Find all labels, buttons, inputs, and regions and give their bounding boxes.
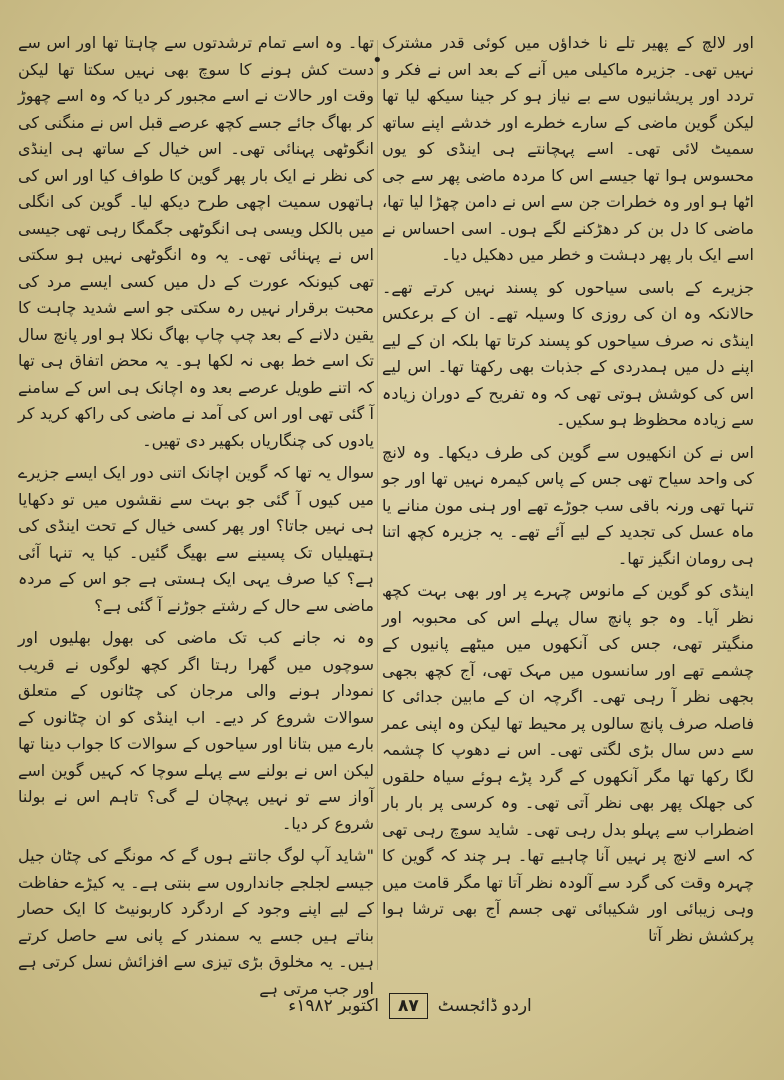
right-paragraph-4: اینڈی کو گوین کے مانوس چہرے پر اور بھی بہت کچھ نظر آیا۔ وہ جو پانچ سال پہلے اس کی محبوبہ اور منگیتر تھی، جس کی آنکھوں میں میٹھے پانیوں کے چشمے تھے اور سانسوں میں مہک تھی، آج کچھ بجھی بجھی نظر آ رہی تھی۔ اگرچہ ان کے مابین جدائی کا فاصلہ صرف پانچ سالوں پر محیط تھا لیکن وہ اپنی عمر سے دس سال بڑی لگتی تھی۔ اس نے دھوپ کا چشمہ لگا رکھا تھا مگر آنکھوں کے گرد پڑے ہوئے سیاہ حلقوں کی جھلک پھر بھی نظر آتی تھی۔ وہ کرسی پر بار بار اضطراب سے پہلو بدل رہی تھی۔ شاید سوچ رہی تھی کہ اسے لانچ پر نہیں آنا چاہیے تھا۔ ہر چند کہ گوین کا چہرہ وقت کی گرد سے آلودہ نظر آتا تھا مگر قامت میں وہی زیبائی اور شکیبائی تھی جسم آج بھی ترشا ہوا پرکشش نظر آتا bbox=[382, 581, 754, 945]
issue-date: اکتوبر ۱۹۸۲ء bbox=[288, 996, 380, 1016]
page-number: ۸۷ bbox=[389, 993, 428, 1019]
column-divider bbox=[377, 40, 378, 970]
left-paragraph-4: "شاید آپ لوگ جانتے ہوں گے کہ مونگے کی چٹان جیل جیسے لجلجے جانداروں سے بنتی ہے۔ یہ کیڑے حفاظت کے لیے اپنے وجود کے اردگرد کاربونیٹ کا ایک حصار بناتے ہیں جسے یہ سمندر کے پانی سے حاصل کرتے ہیں۔ یہ مخلوق بڑی تیزی سے افزائش نسل کرتی ہے اور جب مرتی ہے bbox=[18, 846, 374, 998]
right-paragraph-1: اور لالچ کے پھیر تلے نا خداؤں میں کوئی قدر مشترک نہیں تھی۔ جزیرہ ماکیلی میں آنے کے بعد اس نے فکر و تردد اور پریشانیوں سے بے نیاز ہو کر جینا سیکھ لیا تھا لیکن گوین ماضی کے سارے خطرے اور خدشے اپنے ساتھ سمیٹ لائی تھی۔ اسے پہچانتے ہی اینڈی کو یوں محسوس ہوا تھا جیسے اس کا مردہ ماضی پھر سے جی اٹھا ہو اور وہ خطرات جن سے اس نے دامن چھڑا لیا تھا، ماضی کا دل بن کر دھڑکنے لگے ہوں۔ اسی احساس نے اسے ایک بار پھر دہشت و خطر میں دھکیل دیا۔ bbox=[382, 33, 754, 264]
left-paragraph-3: وہ نہ جانے کب تک ماضی کی بھول بھلیوں اور سوچوں میں گھرا رہتا اگر کچھ لوگوں نے قریب نمودار ہونے والی مرجان کی چٹانوں کے متعلق سوالات شروع کر دیے۔ اب اینڈی کو ان چٹانوں کے بارے میں بتانا اور سیاحوں کے سوالات کا جواب دینا تھا لیکن اس نے بولنے سے پہلے سوچا کہ کہیں گوین اسے آواز سے تو نہیں پہچان لے گی؟ تاہم اس نے بولنا شروع کر دیا۔ bbox=[18, 628, 374, 833]
right-paragraph-2: جزیرے کے باسی سیاحوں کو پسند نہیں کرتے تھے۔ حالانکہ وہ ان کی روزی کا وسیلہ تھے۔ ان کے برعکس اینڈی نہ صرف سیاحوں کو پسند کرتا تھا بلکہ ان کے لیے اپنے دل میں ہمدردی کے جذبات بھی رکھتا تھا۔ اس لیے اس کی کوشش ہوتی تھی کہ وہ تفریح کے دوران زیادہ سے زیادہ محظوظ ہو سکیں۔ bbox=[382, 277, 754, 429]
paragraph-bullet-mark: • bbox=[372, 50, 383, 71]
page-footer bbox=[260, 988, 560, 1024]
left-paragraph-1: تھا۔ وہ اسے تمام ترشدتوں سے چاہتا تھا اور اس سے دست کش ہونے کا سوچ بھی نہیں سکتا تھا لیکن وقت اور حالات نے اسے مجبور کر دیا کہ وہ اسے چھوڑ کر بھاگ جائے جسے کچھ عرصے قبل اس نے منگنی کی انگوٹھی پہنائی تھی۔ اس خیال کے ساتھ ہی اینڈی کی نظر نے ایک بار پھر گوین کا طواف کیا اور اس کی ہاتھوں سمیت اچھی طرح دیکھ لیا۔ گوین کی انگلی میں بالکل ویسی ہی انگوٹھی جگمگا رہی تھی جیسی اس نے پہنائی تھی۔ یہ وہ انگوٹھی نہیں ہو سکتی تھی کیونکہ عورت کے دل میں کسی ایسے مرد کی محبت برقرار نہیں رہ سکتی جو اسے شدید چاہت کا یقین دلانے کے بعد چپ چاپ بھاگ نکلا ہو اور پانچ سال تک اسے خط بھی نہ لکھا ہو۔ یہ محض اتفاق ہی تھا کہ اتنے طویل عرصے بعد وہ اچانک ہی اس کے سامنے آ گئی تھی اور اس کی آمد نے ماضی کی راکھ کرید کر یادوں کی چنگاریاں بکھیر دی تھیں۔ bbox=[18, 33, 374, 450]
right-text-column bbox=[382, 30, 754, 985]
left-paragraph-2: سوال یہ تھا کہ گوین اچانک اتنی دور ایک ایسے جزیرے میں کیوں آ گئی جو بہت سے نقشوں میں تو دکھایا ہی نہیں جاتا؟ اور پھر کسی خیال کے تحت اینڈی کی ہتھیلیاں تک پسینے سے بھیگ گئیں۔ کیا یہ تنہا آئی ہے؟ کیا صرف یہی ایک ہستی ہے جو اس کے مردہ ماضی سے حال کے رشتے جوڑنے آ گئی ہے؟ bbox=[18, 463, 374, 615]
magazine-name: اردو ڈائجسٹ bbox=[437, 996, 532, 1016]
right-paragraph-3: اس نے کن انکھیوں سے گوین کی طرف دیکھا۔ وہ لانچ کی واحد سیاح تھی جس کے پاس کیمرہ نہیں تھا اور جو تنہا تھی ورنہ باقی سب جوڑے تھے اور ہنی مون منانے یا ماہ عسل کی تجدید کے لیے آئے تھے۔ یہ جزیرہ کچھ اتنا ہی رومان انگیز تھا۔ bbox=[382, 442, 754, 568]
left-text-column bbox=[18, 30, 374, 998]
